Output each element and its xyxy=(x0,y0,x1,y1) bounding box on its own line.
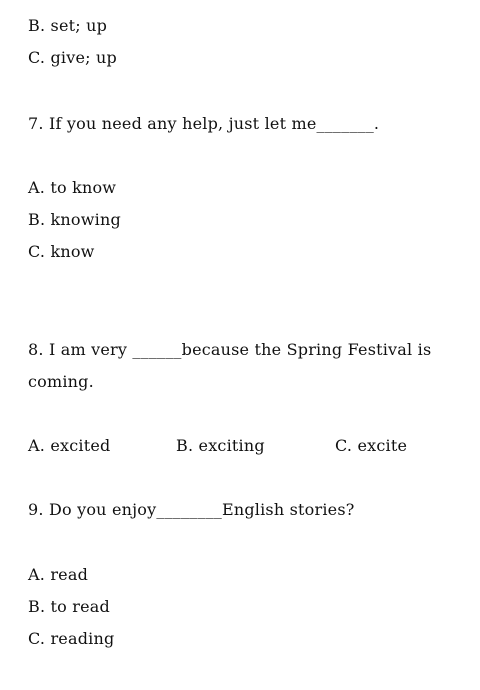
q8-option-b: B. exciting xyxy=(176,436,265,455)
question-7: 7. If you need any help, just let me_______. xyxy=(28,114,380,133)
q7-option-b: B. knowing xyxy=(28,210,121,229)
q8-option-c: C. excite xyxy=(335,436,408,455)
option-b-prev: B. set; up xyxy=(28,16,108,35)
q9-option-c: C. reading xyxy=(28,629,115,648)
option-c-prev: C. give; up xyxy=(28,48,117,67)
q8-option-a: A. excited xyxy=(28,436,111,455)
question-8-line-1: 8. I am very ______because the Spring Festival is xyxy=(28,340,432,359)
question-9: 9. Do you enjoy________English stories? xyxy=(28,500,355,519)
q7-option-c: C. know xyxy=(28,242,95,261)
question-8-line-2: coming. xyxy=(28,372,94,391)
q7-option-a: A. to know xyxy=(28,178,117,197)
q9-option-a: A. read xyxy=(28,565,89,584)
q9-option-b: B. to read xyxy=(28,597,110,616)
